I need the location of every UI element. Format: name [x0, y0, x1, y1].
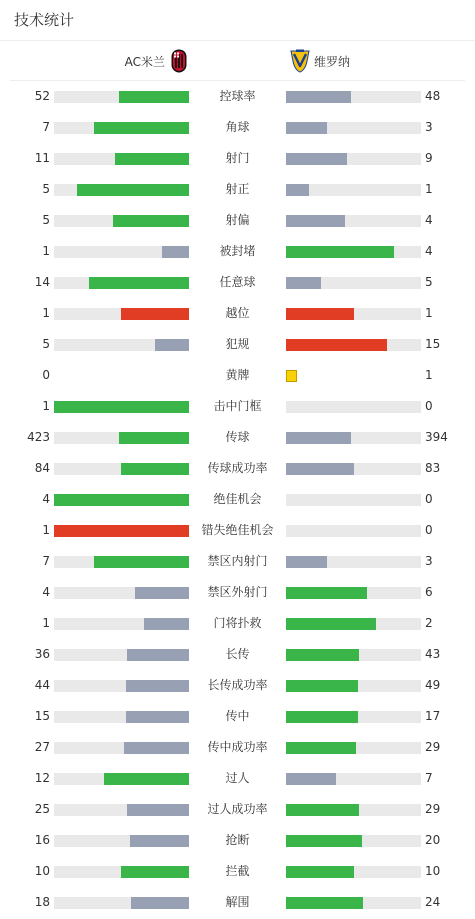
- home-stat-value: 44: [34, 678, 50, 692]
- home-stat-fill: [54, 401, 189, 413]
- stat-row: [0, 856, 475, 887]
- away-stat-fill: [286, 897, 363, 909]
- home-stat-bar: [54, 866, 189, 878]
- away-stat-bar: [286, 494, 421, 506]
- home-team-name: AC米兰: [124, 54, 165, 69]
- away-stat-value: 20: [425, 833, 441, 847]
- stat-row: [0, 267, 475, 298]
- home-stat-value: 14: [34, 275, 50, 289]
- away-stat-fill: [286, 308, 354, 320]
- away-stat-bar: [286, 215, 421, 227]
- stat-row: [0, 794, 475, 825]
- home-stat-fill: [127, 804, 189, 816]
- away-stat-value: 29: [425, 740, 441, 754]
- away-stat-value: 4: [425, 213, 433, 227]
- stat-row: [0, 143, 475, 174]
- home-stat-value: 5: [42, 182, 50, 196]
- stat-label: 传中: [225, 709, 250, 723]
- home-stat-bar: [54, 122, 189, 134]
- away-stat-fill: [286, 184, 309, 196]
- home-stat-fill: [131, 897, 189, 909]
- stat-row: [0, 577, 475, 608]
- home-stat-fill: [77, 184, 189, 196]
- stat-row: [0, 701, 475, 732]
- home-stat-fill: [126, 711, 189, 723]
- away-stat-value: 0: [425, 523, 433, 537]
- stat-label: 过人: [225, 771, 250, 785]
- away-stat-value: 48: [425, 89, 441, 103]
- away-stat-fill: [286, 246, 394, 258]
- home-stat-value: 4: [42, 492, 50, 506]
- stat-label: 拦截: [225, 864, 250, 878]
- away-stat-fill: [286, 680, 358, 692]
- home-stat-value: 1: [42, 244, 50, 258]
- away-stat-fill: [286, 91, 351, 103]
- away-stat-bar: [286, 184, 421, 196]
- home-stat-bar: [54, 649, 189, 661]
- home-stat-fill: [54, 494, 189, 506]
- away-stat-bar: [286, 122, 421, 134]
- home-stat-value: 52: [34, 89, 50, 103]
- stat-row: [0, 825, 475, 856]
- stat-label: 黄牌: [225, 368, 250, 382]
- away-stat-bar: [286, 897, 421, 909]
- home-stat-fill: [119, 432, 189, 444]
- away-stat-value: 1: [425, 306, 433, 320]
- away-stat-value: 29: [425, 802, 441, 816]
- away-stat-fill: [286, 742, 356, 754]
- stat-row: [0, 732, 475, 763]
- home-stat-bar: [54, 897, 189, 909]
- away-team[interactable]: [292, 41, 350, 81]
- stat-row: [0, 422, 475, 453]
- stat-label: 错失绝佳机会: [201, 523, 274, 537]
- stat-row: [0, 453, 475, 484]
- away-stat-bar: [286, 711, 421, 723]
- away-team-name: 维罗纳: [314, 54, 351, 69]
- stat-label: 传球: [225, 430, 250, 444]
- home-stat-value: 7: [42, 554, 50, 568]
- home-stat-value: 27: [34, 740, 50, 754]
- stat-row: [0, 608, 475, 639]
- away-stat-value: 394: [425, 430, 448, 444]
- home-stat-bar: [54, 804, 189, 816]
- away-stat-bar: [286, 339, 421, 351]
- home-stat-value: 5: [42, 213, 50, 227]
- away-stat-value: 5: [425, 275, 433, 289]
- away-stat-value: 10: [425, 864, 441, 878]
- away-stat-fill: [286, 277, 321, 289]
- away-stat-fill: [286, 432, 351, 444]
- away-stat-fill: [286, 153, 347, 165]
- away-stat-value: 49: [425, 678, 441, 692]
- away-stat-value: 1: [425, 368, 433, 382]
- stat-row: [0, 360, 475, 391]
- home-stat-fill: [121, 866, 189, 878]
- home-stat-fill: [94, 556, 189, 568]
- away-stat-bar: [286, 91, 421, 103]
- away-stat-bar: [286, 618, 421, 630]
- home-stat-bar: [54, 835, 189, 847]
- away-stat-bar: [286, 835, 421, 847]
- stat-label: 射正: [225, 182, 250, 196]
- away-stat-value: 24: [425, 895, 441, 909]
- home-stat-bar: [54, 618, 189, 630]
- home-stat-bar: [54, 339, 189, 351]
- away-stat-bar: [286, 649, 421, 661]
- away-stat-fill: [286, 649, 359, 661]
- home-stat-fill: [113, 215, 189, 227]
- home-stat-value: 11: [34, 151, 50, 165]
- away-stat-bar: [286, 525, 421, 537]
- away-stat-bar: [286, 432, 421, 444]
- away-stat-bar: [286, 463, 421, 475]
- away-stat-fill: [286, 711, 358, 723]
- home-stat-value: 0: [42, 368, 50, 382]
- home-stat-value: 4: [42, 585, 50, 599]
- home-stat-bar: [54, 587, 189, 599]
- away-stat-value: 15: [425, 337, 441, 351]
- home-stat-bar: [54, 494, 189, 506]
- home-stat-fill: [135, 587, 189, 599]
- away-stat-fill: [286, 587, 367, 599]
- home-stat-fill: [130, 835, 189, 847]
- stat-row: [0, 329, 475, 360]
- away-stat-bar: [286, 587, 421, 599]
- away-stat-value: 43: [425, 647, 441, 661]
- away-stat-bar: [286, 742, 421, 754]
- stat-row: [0, 298, 475, 329]
- home-stat-fill: [115, 153, 189, 165]
- home-stat-fill: [104, 773, 189, 785]
- stat-label: 射门: [225, 151, 250, 165]
- away-stat-fill: [286, 835, 362, 847]
- ac-milan-crest-icon: [171, 49, 187, 73]
- home-stat-fill: [119, 91, 189, 103]
- home-stat-value: 15: [34, 709, 50, 723]
- stat-row: [0, 112, 475, 143]
- stat-label: 禁区外射门: [207, 585, 268, 599]
- away-stat-value: 3: [425, 120, 433, 134]
- away-stat-fill: [286, 122, 327, 134]
- away-stat-value: 1: [425, 182, 433, 196]
- away-stat-fill: [286, 339, 387, 351]
- home-stat-bar: [54, 525, 189, 537]
- away-stat-fill: [286, 866, 354, 878]
- home-stat-fill: [162, 246, 189, 258]
- stat-row: [0, 763, 475, 794]
- away-stat-value: 9: [425, 151, 433, 165]
- away-stat-bar: [286, 866, 421, 878]
- away-stat-bar: [286, 556, 421, 568]
- stat-row: [0, 205, 475, 236]
- stat-label: 射偏: [225, 213, 250, 227]
- away-stat-bar: [286, 153, 421, 165]
- home-stat-bar: [54, 308, 189, 320]
- page-title: 技术统计: [14, 11, 75, 29]
- stat-label: 传球成功率: [207, 461, 268, 475]
- stat-label: 被封堵: [219, 244, 256, 258]
- away-stat-bar: [286, 246, 421, 258]
- stat-label: 控球率: [219, 89, 256, 103]
- stat-row: [0, 174, 475, 205]
- home-stat-fill: [121, 308, 189, 320]
- stat-label: 长传成功率: [207, 678, 268, 692]
- home-stat-value: 1: [42, 399, 50, 413]
- away-stat-bar: [286, 370, 421, 382]
- home-stat-bar: [54, 91, 189, 103]
- stat-row: [0, 639, 475, 670]
- home-stat-value: 36: [34, 647, 50, 661]
- home-stat-value: 1: [42, 306, 50, 320]
- stat-label: 越位: [225, 306, 250, 320]
- stat-label: 长传: [225, 647, 250, 661]
- away-stat-value: 6: [425, 585, 433, 599]
- stat-label: 绝佳机会: [213, 492, 262, 506]
- away-stat-fill: [286, 773, 336, 785]
- home-stat-bar: [54, 246, 189, 258]
- home-stat-value: 7: [42, 120, 50, 134]
- stat-label: 解围: [225, 895, 250, 909]
- home-stat-fill: [127, 649, 189, 661]
- stat-row: [0, 546, 475, 577]
- stat-label: 犯规: [225, 337, 250, 351]
- home-stat-value: 10: [34, 864, 50, 878]
- away-stat-bar: [286, 773, 421, 785]
- home-stat-bar: [54, 773, 189, 785]
- away-stat-value: 83: [425, 461, 441, 475]
- stat-row: [0, 887, 475, 918]
- home-stat-bar: [54, 215, 189, 227]
- home-stat-fill: [144, 618, 189, 630]
- home-stat-value: 84: [34, 461, 50, 475]
- stat-row: [0, 236, 475, 267]
- home-stat-value: 5: [42, 337, 50, 351]
- home-stat-bar: [54, 370, 189, 382]
- away-stat-fill: [286, 463, 354, 475]
- home-stat-value: 423: [27, 430, 50, 444]
- home-stat-bar: [54, 184, 189, 196]
- stat-label: 任意球: [219, 275, 256, 289]
- home-stat-bar: [54, 432, 189, 444]
- home-stat-fill: [89, 277, 189, 289]
- home-stat-bar: [54, 153, 189, 165]
- away-stat-value: 17: [425, 709, 441, 723]
- away-stat-bar: [286, 308, 421, 320]
- home-stat-bar: [54, 680, 189, 692]
- yellow-card-icon: [286, 370, 297, 382]
- home-stat-fill: [94, 122, 189, 134]
- away-stat-value: 0: [425, 399, 433, 413]
- away-stat-bar: [286, 680, 421, 692]
- stat-label: 角球: [225, 120, 250, 134]
- away-stat-fill: [286, 618, 376, 630]
- home-stat-bar: [54, 742, 189, 754]
- home-stat-bar: [54, 463, 189, 475]
- verona-crest-icon: [292, 49, 308, 73]
- stat-row: [0, 391, 475, 422]
- stat-label: 传中成功率: [207, 740, 268, 754]
- home-stat-value: 12: [34, 771, 50, 785]
- away-stat-value: 0: [425, 492, 433, 506]
- away-stat-fill: [286, 804, 359, 816]
- home-stat-value: 1: [42, 523, 50, 537]
- away-stat-fill: [286, 556, 327, 568]
- home-stat-fill: [54, 525, 189, 537]
- home-stat-bar: [54, 401, 189, 413]
- stat-row: [0, 515, 475, 546]
- home-stat-fill: [124, 742, 189, 754]
- stat-label: 门将扑救: [213, 616, 262, 630]
- away-stat-value: 3: [425, 554, 433, 568]
- stat-label: 击中门框: [213, 399, 262, 413]
- home-stat-value: 25: [34, 802, 50, 816]
- stat-label: 过人成功率: [207, 802, 268, 816]
- home-stat-value: 18: [34, 895, 50, 909]
- home-stat-bar: [54, 556, 189, 568]
- home-stat-fill: [155, 339, 189, 351]
- away-stat-bar: [286, 804, 421, 816]
- away-stat-bar: [286, 401, 421, 413]
- away-stat-value: 4: [425, 244, 433, 258]
- home-stat-fill: [121, 463, 189, 475]
- team-header: [10, 41, 465, 81]
- home-stat-value: 1: [42, 616, 50, 630]
- home-stat-fill: [126, 680, 189, 692]
- stat-row: [0, 670, 475, 701]
- away-stat-fill: [286, 215, 345, 227]
- stat-row: [0, 484, 475, 515]
- away-stat-value: 2: [425, 616, 433, 630]
- stat-label: 禁区内射门: [207, 554, 268, 568]
- home-stat-bar: [54, 711, 189, 723]
- home-stat-value: 16: [34, 833, 50, 847]
- home-stat-bar: [54, 277, 189, 289]
- away-stat-bar: [286, 277, 421, 289]
- stat-label: 抢断: [225, 833, 250, 847]
- away-stat-value: 7: [425, 771, 433, 785]
- home-team[interactable]: [125, 41, 187, 81]
- stat-row: [0, 81, 475, 112]
